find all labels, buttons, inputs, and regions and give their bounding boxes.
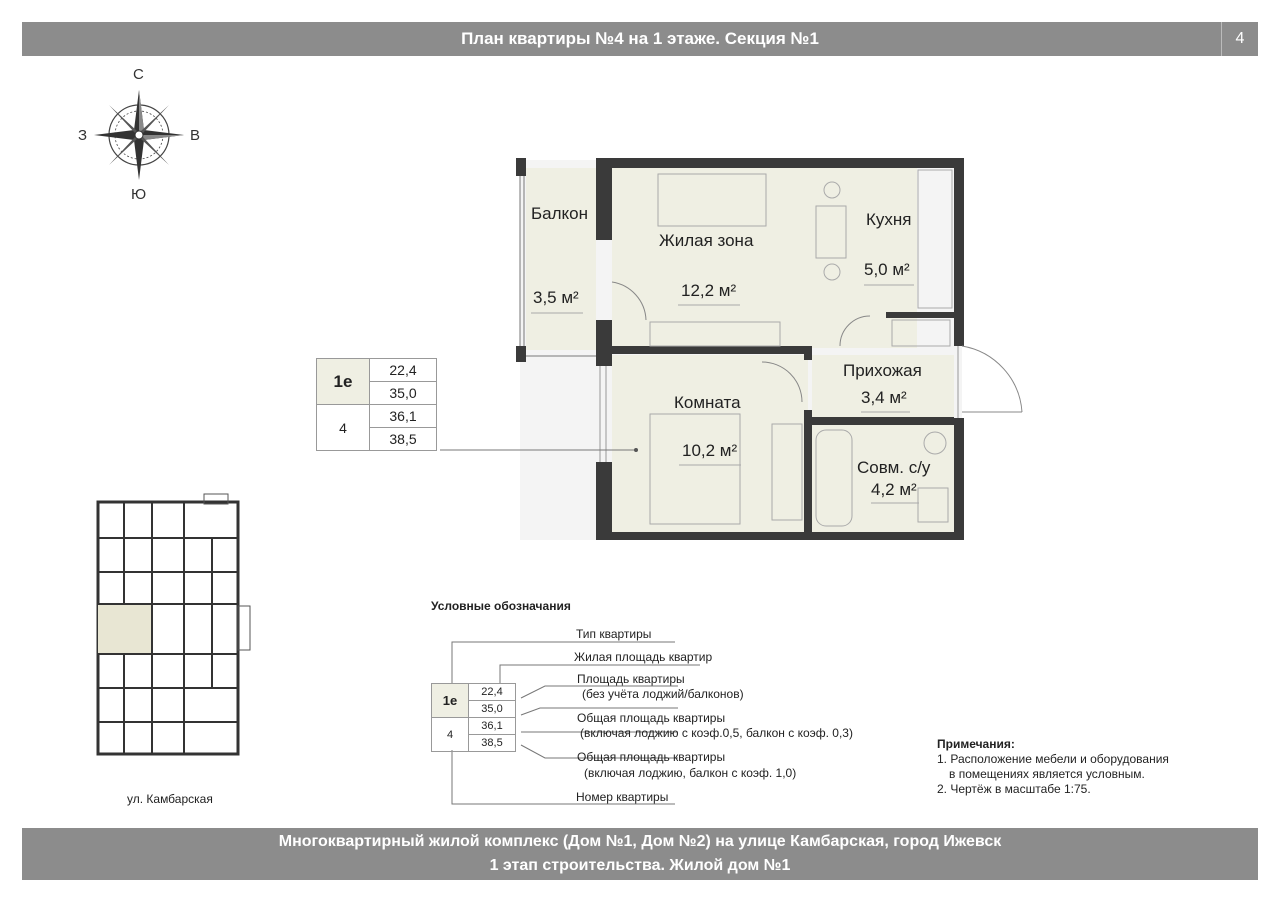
compass-north: С <box>133 66 144 83</box>
legend-value-3: 36,1 <box>469 718 516 735</box>
legend-total1-note: (включая лоджию с коэф.0,5, балкон с коэф. 0,3) <box>580 726 853 740</box>
kitchen-area: 5,0 м² <box>864 260 910 279</box>
legend-number: 4 <box>432 718 469 752</box>
street-name: ул. Камбарская <box>127 792 213 806</box>
notes-line-3: 2. Чертёж в масштабе 1:75. <box>937 782 1091 796</box>
compass-south: Ю <box>131 186 147 203</box>
bath-label: Совм. с/у <box>857 458 931 477</box>
legend-total1-label: Общая площадь квартиры <box>577 711 726 725</box>
compass-west: З <box>78 127 88 144</box>
footer-line-1: Многоквартирный жилой комплекс (Дом №1, Дом №2) на улице Камбарская, город Ижевск <box>278 833 1002 850</box>
legend-title: Условные обозначания <box>431 599 571 613</box>
legend-table <box>431 683 516 752</box>
legend-value-1: 22,4 <box>469 684 516 701</box>
notes-line-1: 1. Расположение мебели и оборудования <box>937 752 1169 766</box>
compass-east: В <box>190 127 201 144</box>
notes-title: Примечания: <box>937 737 1015 751</box>
notes <box>937 737 1169 797</box>
living-label: Жилая зона <box>659 231 754 250</box>
bath-area: 4,2 м² <box>871 480 917 499</box>
legend-total2-note: (включая лоджию, балкон с коэф. 1,0) <box>584 766 797 780</box>
legend-type-label: Тип квартиры <box>576 627 652 641</box>
living-area: 12,2 м² <box>681 281 737 300</box>
legend-value-2: 35,0 <box>469 701 516 718</box>
total-area-full-value: 38,5 <box>370 428 437 451</box>
hall-label: Прихожая <box>843 361 922 380</box>
room-label: Комната <box>674 393 741 412</box>
legend-area-note: (без учёта лоджий/балконов) <box>582 687 744 701</box>
page-title: План квартиры №4 на 1 этаже. Секция №1 <box>461 29 819 48</box>
footer-line-2: 1 этап строительства. Жилой дом №1 <box>489 857 791 874</box>
legend-number-label: Номер квартиры <box>576 790 669 804</box>
apartment-info-table <box>316 358 437 451</box>
section-plan <box>84 488 260 778</box>
balcony-area: 3,5 м² <box>533 288 579 307</box>
legend-value-4: 38,5 <box>469 735 516 752</box>
total-area-value: 36,1 <box>370 405 437 428</box>
room-area: 10,2 м² <box>682 441 738 460</box>
balcony-label: Балкон <box>531 204 589 223</box>
apartment-number: 4 <box>317 405 370 451</box>
kitchen-label: Кухня <box>866 210 912 229</box>
legend-area-label: Площадь квартиры <box>577 672 685 686</box>
hall-area: 3,4 м² <box>861 388 907 407</box>
living-area-value: 22,4 <box>370 359 437 382</box>
apartment-type: 1е <box>317 359 370 405</box>
legend-living-area-label: Жилая площадь квартир <box>574 650 713 664</box>
apartment-area-value: 35,0 <box>370 382 437 405</box>
page-number: 4 <box>1221 22 1258 56</box>
legend-total2-label: Общая площадь квартиры <box>577 750 726 764</box>
legend-type: 1е <box>432 684 469 718</box>
page-footer <box>22 828 1258 880</box>
notes-line-2: в помещениях является условным. <box>949 767 1145 781</box>
